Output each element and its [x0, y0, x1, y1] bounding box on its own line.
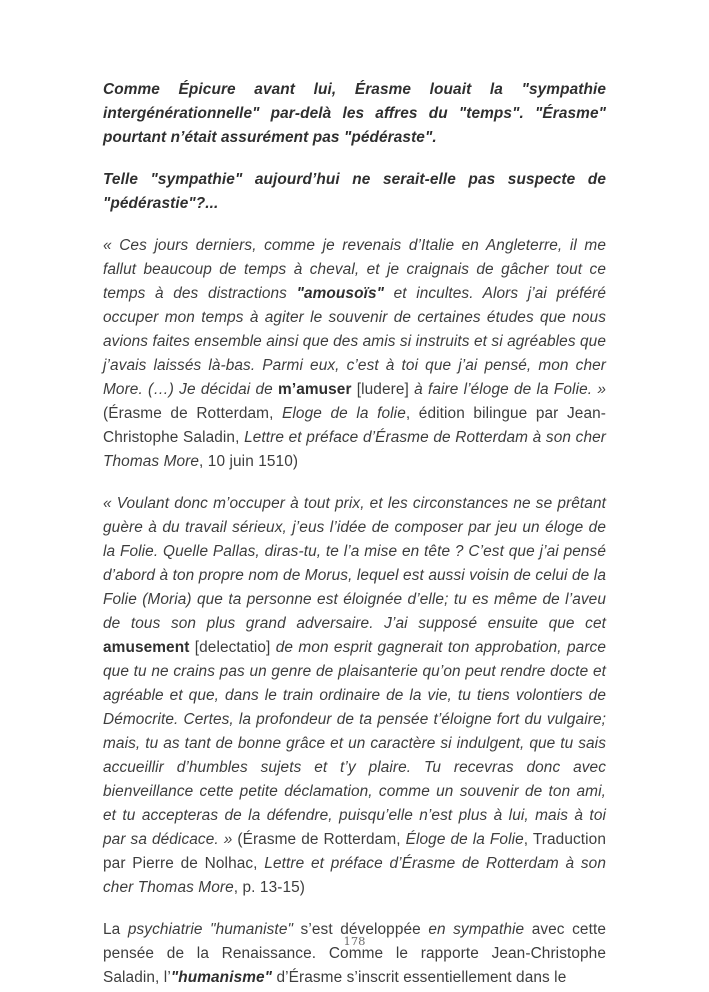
text-segment: Lettre et préface d’Érasme de Rotterdam à son cher Thomas More — [103, 429, 606, 470]
page-number: 178 — [343, 934, 366, 948]
text-segment: [ludere] — [351, 381, 415, 398]
text-segment: Éloge de la Folie — [405, 831, 524, 848]
text-segment: Telle "sympathie" aujourd’hui ne serait-elle pas suspecte de "pédérastie"?... — [103, 171, 606, 212]
text-segment: , 10 juin 1510) — [199, 453, 299, 470]
text-segment: « Ces jours derniers, comme je revenais d’Italie en Angleterre, il me fallut beaucoup de temps à cheval, et je craignais de gâcher tout ce temps à des distractions — [103, 237, 606, 302]
text-segment: La — [103, 921, 128, 938]
text-segment: , édition bilingue par Jean-Christophe Saladin, — [103, 405, 606, 446]
text-segment: , p. 13-15) — [233, 879, 306, 896]
text-segment: et incultes. Alors j’ai préféré occuper mon temps à agiter le souvenir de certaines études que nous avions faites ensemble ainsi que des amis si instruits et si agréables que j’avais laissés là-bas. Parmi eux, c’est à toi que j’ai pensé, mon cher More. (…) Je décidai de — [103, 285, 606, 398]
paragraph-commentary — [103, 918, 606, 990]
text-segment: (Érasme de Rotterdam, — [232, 831, 406, 848]
text-segment: [delectatio] — [189, 639, 276, 656]
text-segment: Lettre et préface d’Érasme de Rotterdam à son cher Thomas More — [103, 855, 606, 896]
text-segment: , Traduction par Pierre de Nolhac, — [103, 831, 606, 872]
page-body — [103, 78, 606, 990]
text-segment: s’est développée — [293, 921, 429, 938]
text-segment: « Voulant donc m’occuper à tout prix, et les circonstances ne se prêtant guère à du travail sérieux, j’eus l’idée de composer par jeu un éloge de la Folie. Quelle Pallas, diras-tu, te l’a mise en tête ? C’est que j’ai pensé d’abord à ton propre nom de Morus, lequel est aussi voisin de celui de la Folie (Moria) que ta personne est éloignée d’elle; tu es même de l’aveu de tous son plus grand adversaire. J’ai supposé ensuite que cet — [103, 495, 606, 632]
text-segment: amusement — [103, 639, 190, 656]
paragraph-quote-nolhac-translation — [103, 492, 606, 900]
text-segment: (Érasme de Rotterdam, — [103, 405, 283, 422]
text-segment: "amousoïs" — [296, 285, 384, 302]
text-segment: Eloge de la folie — [282, 405, 406, 422]
text-segment: "humanisme" — [170, 969, 273, 986]
text-segment: à faire l’éloge de la Folie. » — [414, 381, 606, 398]
text-segment: psychiatrie "humaniste" — [127, 921, 294, 938]
text-segment: de mon esprit gagnerait ton approbation, parce que tu ne crains pas un genre de plaisanterie qu’on peut rendre docte et agréable et que, dans le train ordinaire de la vie, tu tiens volontiers de Démocrite. Certes, la profondeur de ta pensée t’éloigne fort du vulgaire; mais, tu as tant de bonne grâce et un caractère si indulgent, que tu sais accueillir d’humbles sujets et t’y plaire. Tu recevras donc avec bienveillance cette petite déclamation, comme un souvenir de ton ami, et tu accepteras de la défendre, puisqu’elle n’est plus à lui, mais à toi par sa dédicace. » — [103, 639, 606, 848]
text-segment: en sympathie — [428, 921, 525, 938]
text-segment: m’amuser — [278, 381, 352, 398]
paragraph-intro-2 — [103, 168, 606, 216]
text-segment: d’Érasme s’inscrit essentiellement dans le — [272, 969, 567, 986]
paragraph-intro-1 — [103, 78, 606, 150]
text-segment: avec cette pensée de la Renaissance. Comme le rapporte Jean-Christophe Saladin, l’ — [103, 921, 606, 986]
paragraph-quote-saladin-edition — [103, 234, 606, 474]
text-segment: Comme Épicure avant lui, Érasme louait la "sympathie intergénérationnelle" par-delà les affres du "temps". "Érasme" pourtant n’était assurément pas "pédéraste". — [103, 81, 606, 146]
